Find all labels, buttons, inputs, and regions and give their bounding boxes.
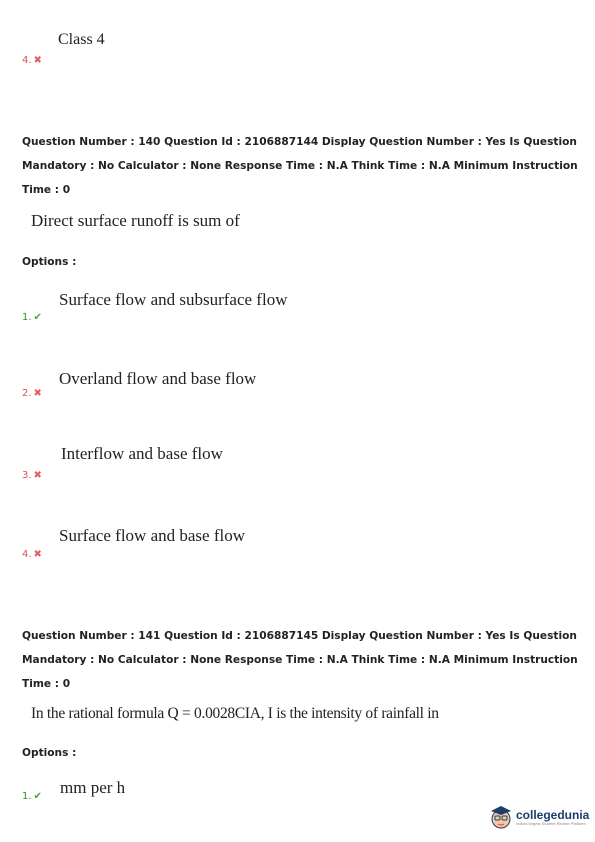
q140-option-2-number: 2. ✖ [22,388,42,399]
prev-option-text: Class 4 [58,31,105,48]
check-icon: ✔ [33,791,42,802]
check-icon: ✔ [33,312,42,323]
q141-option-1-text: mm per h [60,778,126,797]
cross-icon: ✖ [33,388,42,399]
q140-option-4-text: Surface flow and base flow [59,526,245,545]
cross-icon: ✖ [33,55,42,66]
q141-options-label: Options : [22,747,77,759]
logo-name: collegedunia [516,807,590,822]
q141-meta-line2: Mandatory : No Calculator : None Response Time : N.A Think Time : N.A Minimum Instruction [22,654,578,666]
collegedunia-logo [488,800,592,834]
q140-meta-line3: Time : 0 [22,184,71,196]
q140-options-label: Options : [22,256,77,268]
q141-question-text: In the rational formula Q = 0.0028CIA, I is the intensity of rainfall in [31,705,439,722]
cross-icon: ✖ [33,470,42,481]
prev-option-number: 4. ✖ [22,55,42,66]
cross-icon: ✖ [33,549,42,560]
q141-option-1-number: 1. ✔ [22,791,42,802]
q140-meta-line1: Question Number : 140 Question Id : 2106887144 Display Question Number : Yes Is Question [22,136,577,148]
q140-option-4-number: 4. ✖ [22,549,42,560]
q140-option-1-number: 1. ✔ [22,312,42,323]
q141-meta-line1: Question Number : 141 Question Id : 2106887145 Display Question Number : Yes Is Question [22,630,577,642]
q140-option-3-number: 3. ✖ [22,470,42,481]
q140-option-2-text: Overland flow and base flow [59,369,257,388]
q141-meta-line3: Time : 0 [22,678,71,690]
q140-meta-line2: Mandatory : No Calculator : None Response Time : N.A Think Time : N.A Minimum Instruction [22,160,578,172]
q140-option-3-text: Interflow and base flow [61,444,223,463]
mascot-icon [488,803,514,831]
q140-question-text: Direct surface runoff is sum of [31,211,240,230]
q140-option-1-text: Surface flow and subsurface flow [59,290,288,309]
logo-tagline: India's largest Student Review Platform [516,820,586,826]
